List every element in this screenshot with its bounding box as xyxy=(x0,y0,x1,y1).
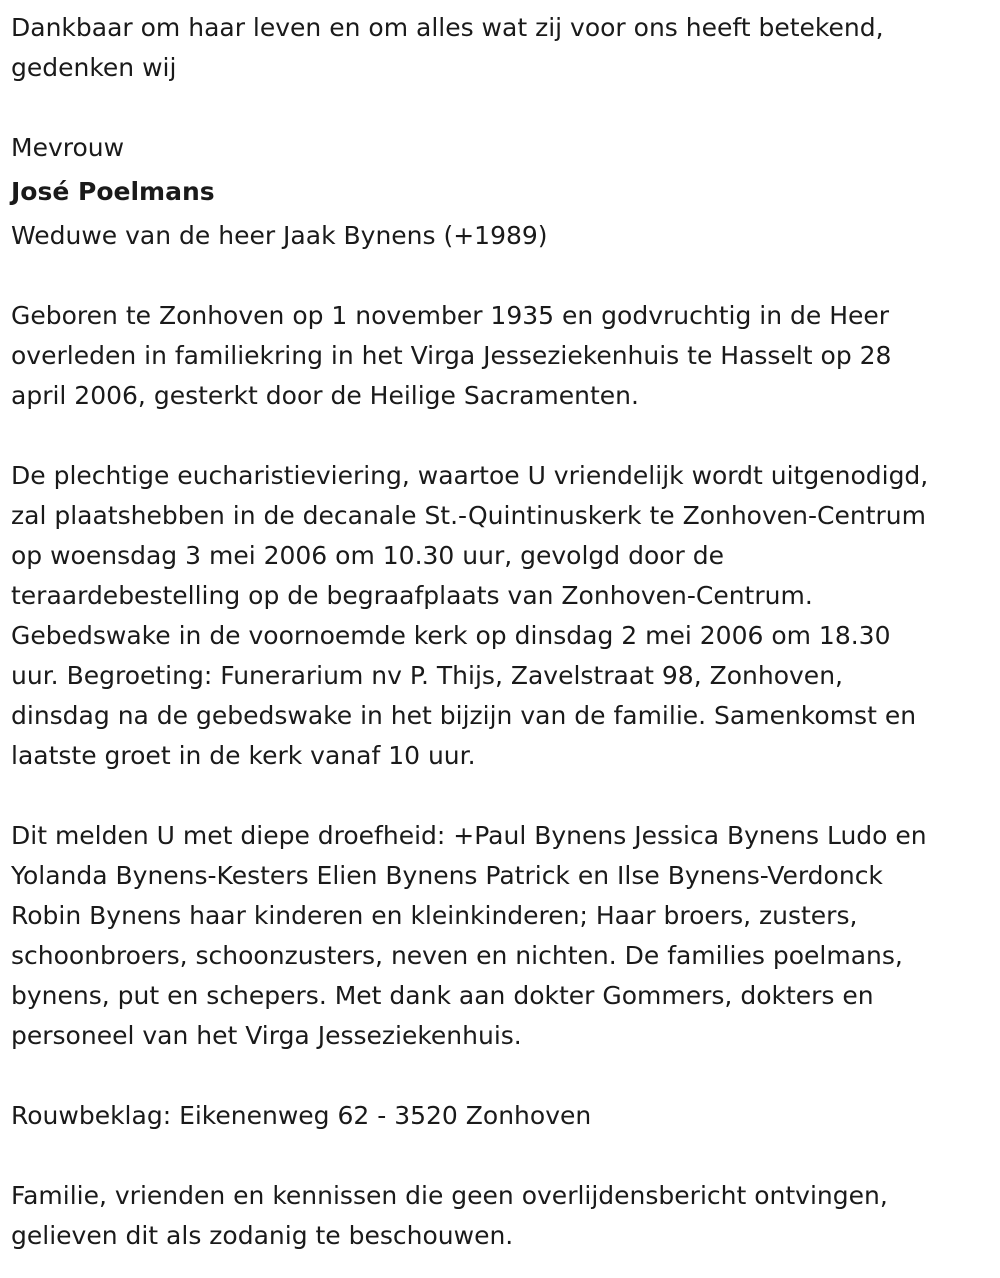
text-line: personeel van het Virga Jesseziekenhuis. xyxy=(11,1021,522,1050)
text-line: gedenken wij xyxy=(11,53,177,82)
text-line: Dit melden U met diepe droefheid: +Paul Bynens Jessica Bynens Ludo en xyxy=(11,821,927,850)
text-line: overleden in familiekring in het Virga Jesseziekenhuis te Hasselt op 28 xyxy=(11,341,892,370)
text-line: gelieven dit als zodanig te beschouwen. xyxy=(11,1221,514,1250)
condolence-address: Rouwbeklag: Eikenenweg 62 - 3520 Zonhoven xyxy=(11,1101,592,1130)
text-line: Yolanda Bynens-Kesters Elien Bynens Patrick en Ilse Bynens-Verdonck xyxy=(11,861,883,890)
text-line: De plechtige eucharistieviering, waartoe U vriendelijk wordt uitgenodigd, xyxy=(11,461,929,490)
text-line: Geboren te Zonhoven op 1 november 1935 en godvruchtig in de Heer xyxy=(11,301,890,330)
paragraph-gap xyxy=(11,1136,990,1176)
relation-line: Weduwe van de heer Jaak Bynens (+1989) xyxy=(11,221,548,250)
text-line: april 2006, gesterkt door de Heilige Sacramenten. xyxy=(11,381,639,410)
text-line: Dankbaar om haar leven en om alles wat zij voor ons heeft betekend, xyxy=(11,13,884,42)
paragraph-gap xyxy=(11,256,990,296)
family-paragraph xyxy=(11,816,990,1056)
closing-paragraph xyxy=(11,1176,990,1256)
text-line: laatste groet in de kerk vanaf 10 uur. xyxy=(11,741,476,770)
text-line: uur. Begroeting: Funerarium nv P. Thijs, Zavelstraat 98, Zonhoven, xyxy=(11,661,843,690)
text-line: zal plaatshebben in de decanale St.-Quintinuskerk te Zonhoven-Centrum xyxy=(11,501,926,530)
ceremony-paragraph xyxy=(11,456,990,776)
text-line: Robin Bynens haar kinderen en kleinkinderen; Haar broers, zusters, xyxy=(11,901,858,930)
text-line: bynens, put en schepers. Met dank aan dokter Gommers, dokters en xyxy=(11,981,874,1010)
text-line: teraardebestelling op de begraafplaats van Zonhoven-Centrum. xyxy=(11,581,813,610)
paragraph-gap xyxy=(11,88,990,128)
paragraph-gap xyxy=(11,1056,990,1096)
paragraph-gap xyxy=(11,416,990,456)
text-line: op woensdag 3 mei 2006 om 10.30 uur, gevolgd door de xyxy=(11,541,725,570)
text-line: Familie, vrienden en kennissen die geen overlijdensbericht ontvingen, xyxy=(11,1181,888,1210)
text-line: dinsdag na de gebedswake in het bijzijn van de familie. Samenkomst en xyxy=(11,701,917,730)
deceased-name: José Poelmans xyxy=(11,177,215,206)
paragraph-gap xyxy=(11,776,990,816)
text-line: schoonbroers, schoonzusters, neven en nichten. De families poelmans, xyxy=(11,941,903,970)
salutation: Mevrouw xyxy=(11,133,125,162)
text-line: Gebedswake in de voornoemde kerk op dinsdag 2 mei 2006 om 18.30 xyxy=(11,621,891,650)
intro-paragraph xyxy=(11,8,990,88)
birth-death-paragraph xyxy=(11,296,990,416)
